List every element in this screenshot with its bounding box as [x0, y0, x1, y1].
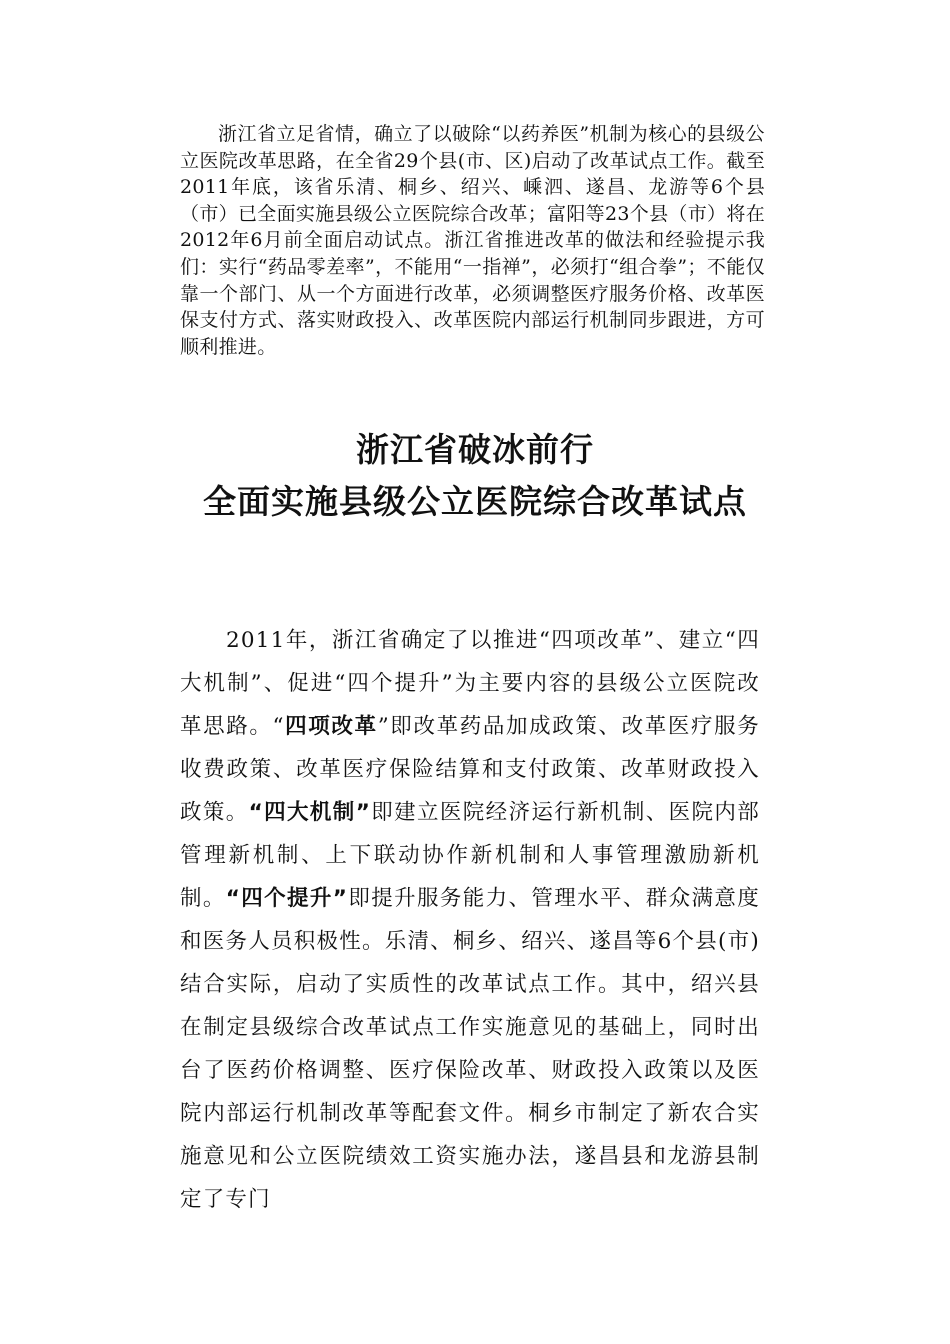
- bold-term-four-improvements: “四个提升”: [225, 886, 349, 911]
- body-paragraph: [180, 619, 760, 1221]
- body-text-part-2: ”即改革药品加成政策、改革医疗服务收费政策、改革医疗保险结算和支付政策、改革财政投入政策。: [180, 714, 760, 825]
- title-line-2: 全面实施县级公立医院综合改革试点: [203, 482, 747, 521]
- abstract-paragraph: 浙江省立足省情，确立了以破除“以药养医”机制为核心的县级公立医院改革思路，在全省29个县(市、区)启动了改革试点工作。截至2011年底，该省乐清、桐乡、绍兴、嵊泗、遂昌、龙游等6个县（市）已全面实施县级公立医院综合改革；富阳等23个县（市）将在2012年6月前全面启动试点。浙江省推进改革的做法和经验提示我们：实行“药品零差率”，不能用“一指禅”，必须打“组合拳”；不能仅靠一个部门、从一个方面进行改革，必须调整医疗服务价格、改革医保支付方式、落实财政投入、改革医院内部运行机制同步跟进，方可顺利推进。: [180, 123, 765, 358]
- bold-term-four-mechanisms: “四大机制”: [248, 800, 372, 825]
- body-text-part-1: 2011年，浙江省确定了以推进“四项改革”、建立“四大机制”、促进“四个提升”为主要内容的县级公立医院改革思路。“: [180, 628, 760, 739]
- body-text-part-3: 即建立医院经济运行新机制、医院内部管理新机制、上下联动协作新机制和人事管理激励新机制。: [180, 800, 761, 911]
- title-line-1: 浙江省破冰前行: [356, 430, 594, 469]
- body-text-part-4: 即提升服务能力、管理水平、群众满意度和医务人员积极性。乐清、桐乡、绍兴、遂昌等6个县(市)结合实际，启动了实质性的改革试点工作。其中，绍兴县在制定县级综合改革试点工作实施意见的基础上，同时出台了医药价格调整、医疗保险改革、财政投入政策以及医院内部运行机制改革等配套文件。桐乡市制定了新农合实施意见和公立医院绩效工资实施办法，遂昌县和龙游县制定了专门: [180, 886, 760, 1212]
- article-title: [0, 424, 950, 528]
- bold-term-four-reforms: 四项改革: [284, 714, 378, 739]
